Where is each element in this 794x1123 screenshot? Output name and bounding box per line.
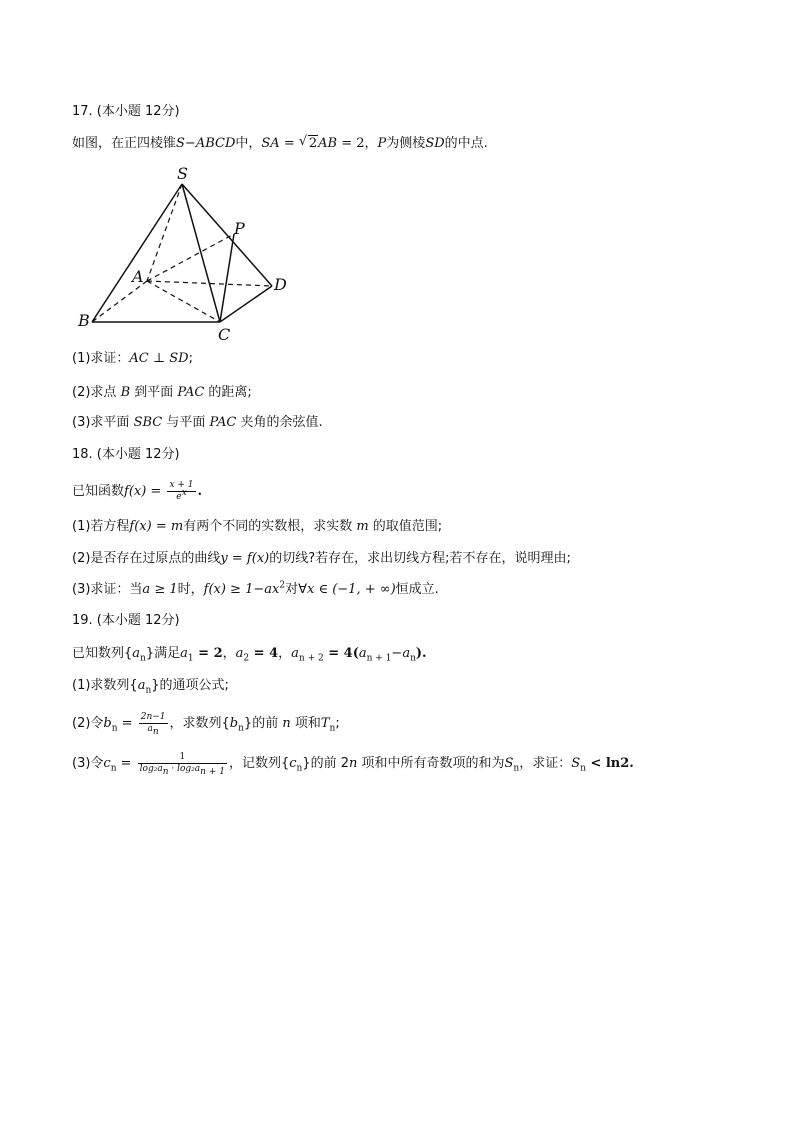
part-text: 有两个不同的实数根，求实数 [183, 519, 357, 534]
q18-stem [72, 480, 202, 503]
part-text: ，记数列{ [228, 756, 290, 771]
part-math: AC ⊥ SD [129, 351, 189, 366]
part-math: f [129, 519, 135, 534]
q19-stem [72, 645, 427, 663]
part-math: = [116, 756, 136, 771]
part-math: SBC [133, 415, 163, 430]
part-math: c [103, 756, 111, 771]
part-math: f [203, 582, 209, 597]
part-text: (3)令 [72, 756, 104, 771]
edge-AB-hidden [92, 281, 147, 322]
stem-math: a [180, 646, 188, 661]
part-text: 项和中所有奇数项的和为 [357, 756, 505, 771]
stem-text: 已知函数 [72, 484, 125, 499]
q17-pyramid-name: S−ABCD [176, 136, 236, 151]
q17-math: AB [318, 136, 338, 151]
q19-part1 [72, 677, 229, 695]
part-text: ，求数列{ [169, 716, 230, 731]
part-math: ≥ 1 [150, 582, 178, 597]
label-P: P [234, 219, 245, 238]
subscript: n [238, 723, 244, 734]
q19-part3 [72, 752, 634, 775]
part-text: (2)令 [72, 716, 104, 731]
part-text: (2)求点 [72, 385, 121, 400]
edge-AP-hidden [147, 234, 234, 281]
q17-stem [72, 135, 488, 153]
q17-stem-text: 的中点. [444, 136, 488, 151]
pyramid-figure [72, 164, 302, 344]
q19-header: 19. (本小题 12分) [72, 613, 180, 628]
part-text: ; [188, 351, 193, 366]
edge-SB [92, 184, 182, 322]
q17-math: SD [425, 136, 445, 151]
q17-stem-text: 为侧棱 [386, 136, 426, 151]
q17-part3 [72, 414, 323, 432]
stem-math: = 4( [323, 646, 359, 661]
part-math: n [348, 756, 358, 771]
stem-math: = 2 [193, 646, 223, 661]
stem-math: a [358, 646, 367, 661]
part-math: B [120, 385, 131, 400]
part-math: x [306, 582, 315, 597]
stem-math: −a [391, 646, 411, 661]
subscript: 1 [187, 653, 194, 664]
q19-part2 [72, 712, 340, 735]
part-text: (1)求证： [72, 351, 130, 366]
denominator-base: a [147, 724, 153, 734]
part-math: a [137, 678, 146, 693]
fraction [138, 752, 227, 775]
part-text: 的距离; [204, 385, 252, 400]
stem-math: = 4 [249, 646, 279, 661]
part-text: (2)是否存在过原点的曲线 [72, 551, 221, 566]
fraction-numerator: 1 [138, 752, 227, 764]
denominator-part: log₂a [139, 764, 163, 774]
part-text: 对∀ [285, 582, 307, 597]
sqrt-argument: 2 [308, 136, 318, 151]
part-text: ; [335, 716, 340, 731]
subscript: n [162, 766, 169, 777]
stem-text: 已知数列{ [72, 646, 133, 661]
subscript: n + 1 [366, 653, 392, 664]
stem-text: ， [222, 646, 236, 661]
stem-math: (x) = [128, 484, 166, 499]
subscript: n [152, 726, 159, 737]
part-math: n [282, 716, 291, 731]
q18-part1 [72, 518, 442, 536]
part-text: }的前 2 [302, 756, 349, 771]
label-C: C [218, 325, 231, 344]
subscript: 2 [243, 653, 250, 664]
part-text: 夹角的余弦值. [236, 415, 323, 430]
sqrt-symbol: √ 2 [298, 134, 318, 151]
q17-math: = 2 [337, 136, 365, 151]
fraction-numerator: x + 1 [169, 480, 194, 490]
q18-header: 18. (本小题 12分) [72, 447, 180, 462]
stem-text: . [197, 484, 203, 499]
subscript: n + 1 [200, 766, 225, 777]
q17-part1 [72, 350, 193, 368]
q17-stem-text: ， [364, 136, 378, 151]
part-math: S [571, 756, 581, 771]
q17-math: P [377, 136, 387, 151]
part-math: ∈ (−1, + ∞) [314, 582, 396, 597]
stem-math: a [132, 646, 141, 661]
label-S: S [177, 164, 188, 183]
part-text: 的切线?若存在，求出切线方程;若不存在，说明理由; [269, 551, 571, 566]
part-math: T [320, 716, 330, 731]
q17-stem-text: 如图，在正四棱锥 [72, 136, 177, 151]
stem-text: }满足 [145, 646, 181, 661]
edge-CD [220, 286, 272, 322]
edge-AC-hidden [147, 281, 220, 322]
part-text: 时， [177, 582, 204, 597]
fraction-denominator [138, 764, 227, 775]
part-math: (x) [251, 551, 270, 566]
q17-stem-text: 中， [235, 136, 262, 151]
subscript: n [296, 763, 303, 774]
part-math: b [229, 716, 239, 731]
part-math: b [103, 716, 112, 731]
fraction-denominator [167, 488, 195, 503]
part-math: a [142, 582, 151, 597]
part-text: }的前 [243, 716, 283, 731]
part-text: (3)求平面 [72, 415, 134, 430]
stem-math: a [235, 646, 244, 661]
part-text: }的通项公式; [151, 678, 229, 693]
fraction-numerator: 2n−1 [140, 712, 166, 722]
part-math: c [289, 756, 297, 771]
denominator-exponent: x [181, 488, 187, 498]
part-text: (3)求证：当 [72, 582, 143, 597]
part-math: (x) = m [134, 519, 184, 534]
q18-part2 [72, 550, 571, 568]
stem-text: ， [278, 646, 292, 661]
subscript: n [513, 763, 520, 774]
label-B: B [78, 311, 90, 330]
stem-math: ). [415, 646, 427, 661]
part-text: 到平面 [130, 385, 178, 400]
fraction-denominator [139, 724, 168, 735]
subscript: n [329, 723, 336, 734]
q17-header: 17. (本小题 12分) [72, 104, 180, 119]
part-math: y = f [220, 551, 252, 566]
part-text: ，求证： [519, 756, 572, 771]
part-math: m [356, 519, 369, 534]
q18-part3 [72, 581, 439, 599]
q17-part2 [72, 384, 252, 402]
denominator-base: e [176, 492, 182, 502]
part-text: 与平面 [162, 415, 210, 430]
q17-math: SA [261, 136, 280, 151]
edge-PC [220, 234, 234, 322]
subscript: n [140, 653, 146, 664]
subscript: n + 2 [298, 653, 324, 664]
part-math: S [504, 756, 514, 771]
part-math: (x) ≥ 1−ax [208, 582, 280, 597]
subscript: n [111, 723, 118, 734]
part-math: PAC [209, 415, 237, 430]
part-math: = [117, 716, 137, 731]
exponent: 2 [279, 580, 286, 591]
edge-SA-hidden [147, 184, 182, 281]
part-text: 恒成立. [395, 582, 439, 597]
subscript: n [410, 653, 416, 664]
fraction [167, 480, 195, 503]
part-math: PAC [177, 385, 205, 400]
stem-math: f [124, 484, 129, 499]
part-math: < ln2. [585, 756, 634, 771]
part-text: 项和 [290, 716, 321, 731]
denominator-part: · log₂a [168, 764, 201, 774]
part-text: 的取值范围; [368, 519, 443, 534]
subscript: n [110, 763, 117, 774]
part-text: (1)求数列{ [72, 678, 138, 693]
label-A: A [132, 267, 144, 286]
label-D: D [274, 275, 287, 294]
subscript: n [580, 763, 586, 774]
part-text: (1)若方程 [72, 519, 130, 534]
stem-math: a [291, 646, 299, 661]
subscript: n [145, 685, 152, 696]
q17-math: = [279, 136, 299, 151]
fraction [139, 712, 168, 735]
